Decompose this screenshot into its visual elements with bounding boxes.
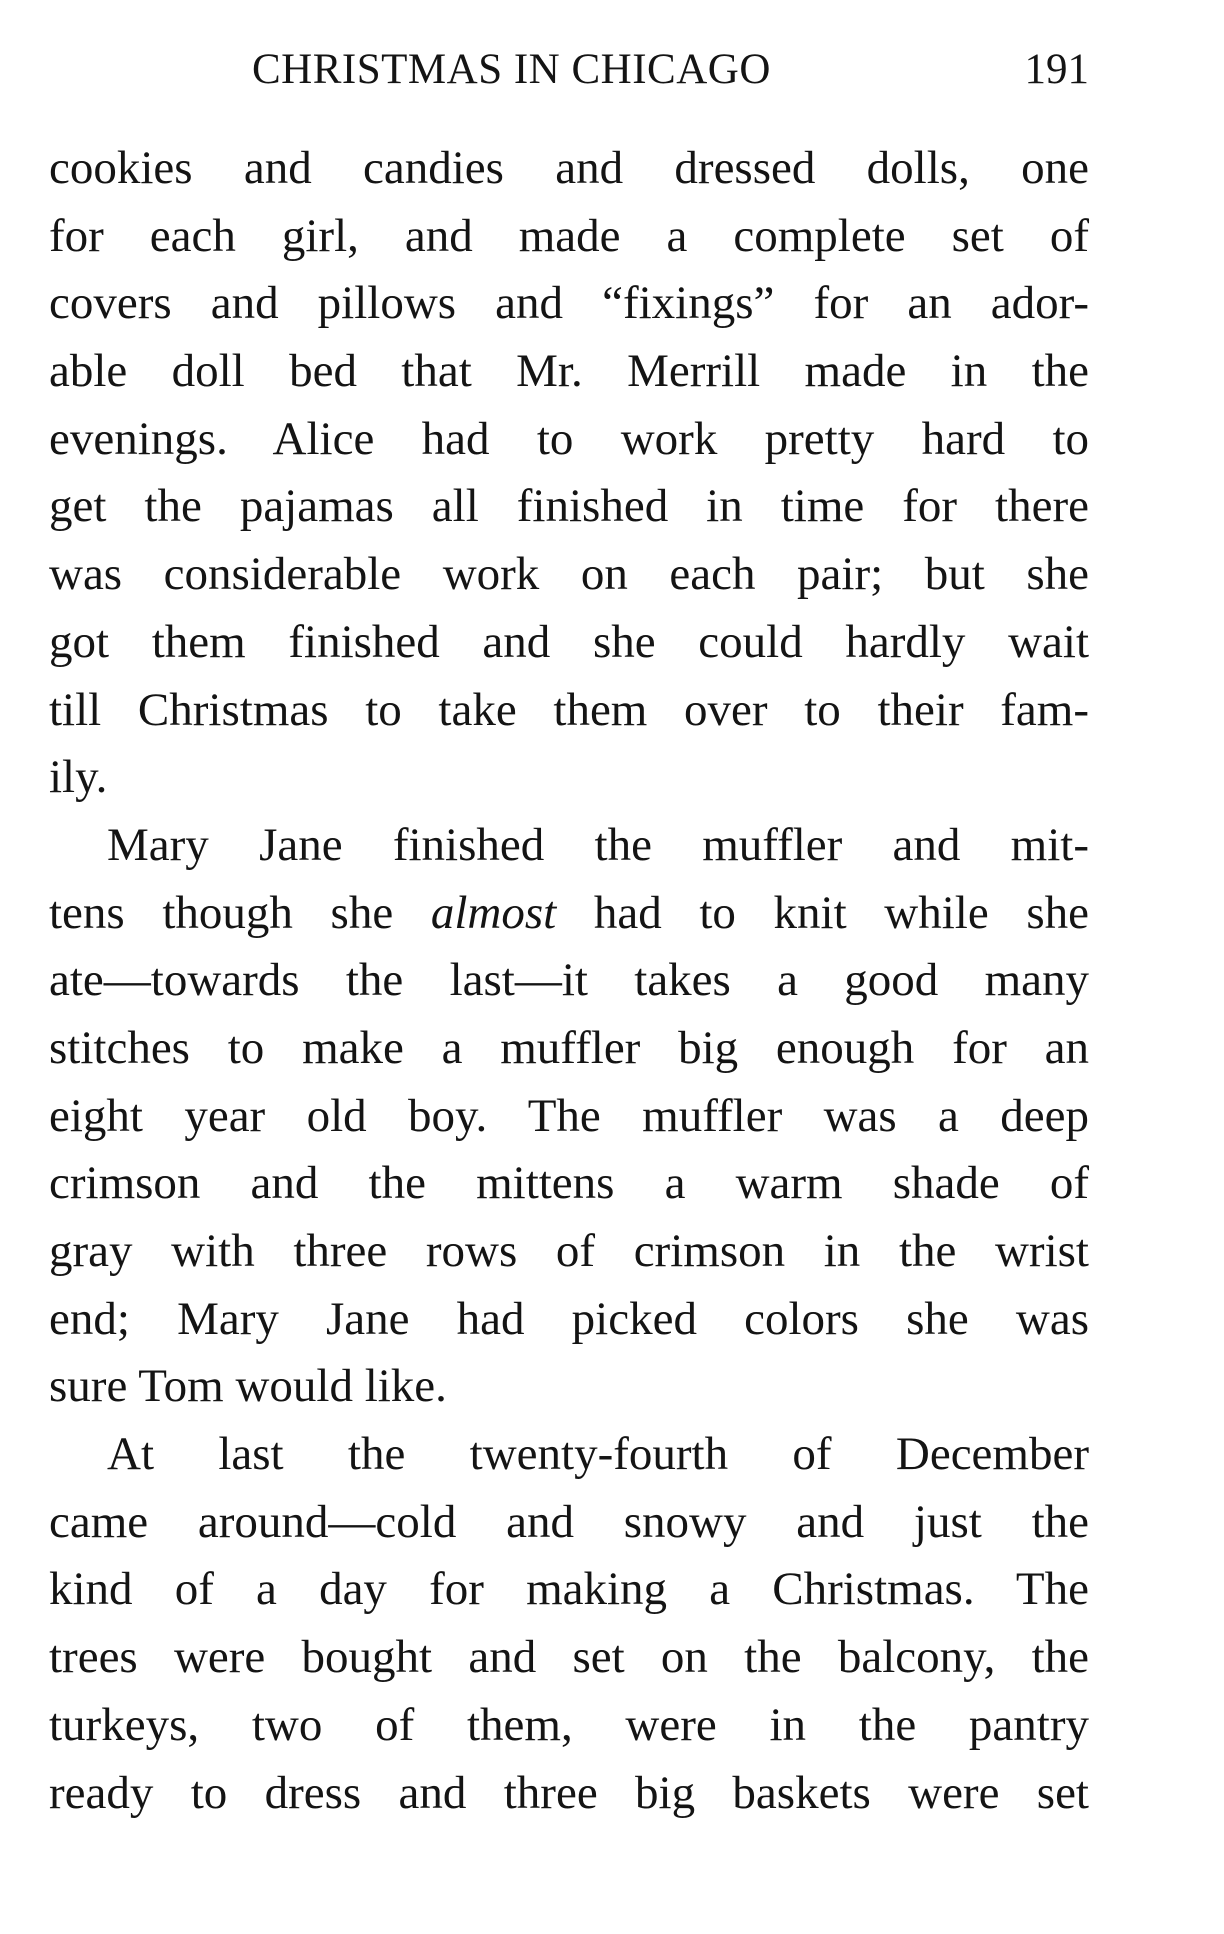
text-line: got them finished and she could hardly wait xyxy=(49,615,1089,668)
running-title: CHRISTMAS IN CHICAGO xyxy=(252,46,771,93)
text-line: ate—towards the last—it takes a good many xyxy=(49,954,1089,1007)
text-line: eight year old boy. The muffler was a deep xyxy=(49,1089,1089,1142)
text-line: cookies and candies and dressed dolls, one xyxy=(49,142,1089,194)
text-line: was considerable work on each pair; but she xyxy=(49,548,1089,601)
text-line: came around—cold and snowy and just the xyxy=(49,1495,1089,1548)
text-line: get the pajamas all finished in time for there xyxy=(49,480,1089,533)
running-head xyxy=(49,40,1089,100)
body-text xyxy=(49,135,1089,1827)
text-line: for each girl, and made a complete set of xyxy=(49,209,1089,262)
text-line: ready to dress and three big baskets were set xyxy=(49,1766,1089,1819)
emphasized-word: almost xyxy=(430,886,557,939)
text-line: Mary Jane finished the muffler and mit- xyxy=(107,818,1089,871)
text-line: kind of a day for making a Christmas. The xyxy=(49,1563,1089,1616)
text-line: stitches to make a muffler big enough for an xyxy=(49,1021,1089,1074)
text-line: till Christmas to take them over to their fam- xyxy=(49,683,1089,736)
text-line: covers and pillows and “fixings” for an ador- xyxy=(49,277,1089,330)
text-line: evenings. Alice had to work pretty hard to xyxy=(49,412,1089,465)
text-line: turkeys, two of them, were in the pantry xyxy=(49,1698,1089,1751)
paragraph-1 xyxy=(49,135,1089,812)
text-line-with-italic: tens though she almost had to knit while she xyxy=(49,886,1090,939)
page-number: 191 xyxy=(1024,46,1089,93)
text-line: ily. xyxy=(49,751,108,804)
text-line: At last the twenty-fourth of December xyxy=(107,1428,1089,1481)
book-page xyxy=(49,0,1089,1934)
text-line: gray with three rows of crimson in the wrist xyxy=(49,1225,1089,1277)
text-line: crimson and the mittens a warm shade of xyxy=(49,1157,1089,1210)
paragraph-2 xyxy=(49,812,1089,1421)
paragraph-3 xyxy=(49,1421,1089,1827)
text-line: sure Tom would like. xyxy=(49,1360,447,1413)
text-line: end; Mary Jane had picked colors she was xyxy=(49,1292,1089,1345)
text-line: able doll bed that Mr. Merrill made in the xyxy=(49,345,1089,398)
text-line: trees were bought and set on the balcony, the xyxy=(49,1631,1089,1684)
